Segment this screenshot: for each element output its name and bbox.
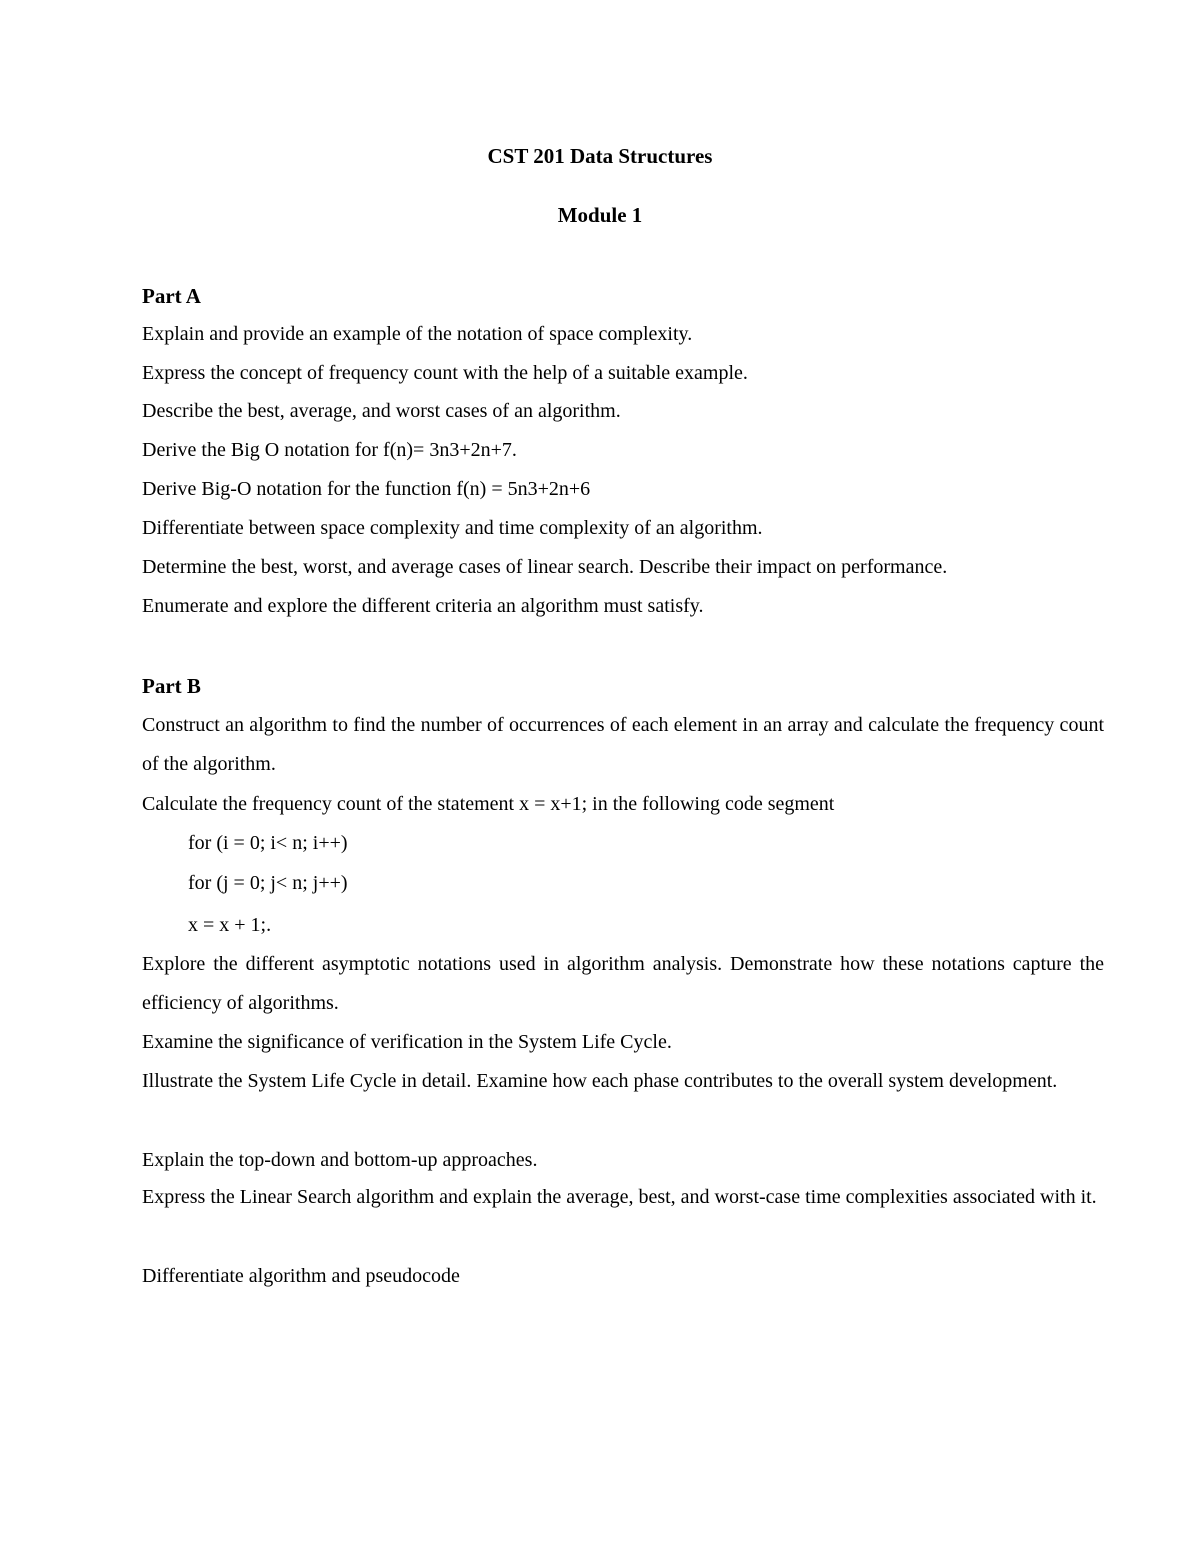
part-b-question-8: Differentiate algorithm and pseudocode: [142, 1265, 460, 1287]
part-b-question-1: Construct an algorithm to find the number of occurrences of each element in an array and calculate the frequency count of the algorithm.: [142, 714, 1104, 775]
part-a-question-3: Describe the best, average, and worst cases of an algorithm.: [142, 400, 621, 422]
part-a-question-8: Enumerate and explore the different criteria an algorithm must satisfy.: [142, 595, 704, 617]
part-b-question-6: Explain the top-down and bottom-up approaches.: [142, 1149, 538, 1171]
code-line-1: for (i = 0; i< n; i++): [188, 832, 348, 854]
part-a-question-4: Derive the Big O notation for f(n)= 3n3+2n+7.: [142, 439, 517, 461]
part-a-question-1: Explain and provide an example of the notation of space complexity.: [142, 323, 693, 345]
part-a-question-6: Differentiate between space complexity and time complexity of an algorithm.: [142, 517, 763, 539]
part-b-question-4: Examine the significance of verification in the System Life Cycle.: [142, 1031, 672, 1053]
document-title: CST 201 Data Structures: [487, 144, 713, 168]
code-line-2: for (j = 0; j< n; j++): [188, 872, 348, 894]
part-a-question-2: Express the concept of frequency count with the help of a suitable example.: [142, 362, 748, 384]
part-a-question-5: Derive Big-O notation for the function f(n) = 5n3+2n+6: [142, 478, 591, 500]
part-a-question-7: Determine the best, worst, and average cases of linear search. Describe their impact on performance.: [142, 556, 948, 578]
part-b-question-3: Explore the different asymptotic notations used in algorithm analysis. Demonstrate how these notations capture the efficiency of algorithms.: [142, 953, 1104, 1014]
part-b-heading: Part B: [142, 674, 201, 698]
part-a-heading: Part A: [142, 284, 201, 308]
part-b-question-5: Illustrate the System Life Cycle in detail. Examine how each phase contributes to the overall system development.: [142, 1070, 1058, 1092]
part-b-question-7: Express the Linear Search algorithm and explain the average, best, and worst-case time complexities associated with it.: [142, 1186, 1097, 1208]
module-heading: Module 1: [557, 203, 643, 227]
code-line-3: x = x + 1;.: [188, 914, 272, 936]
part-b-question-2: Calculate the frequency count of the statement x = x+1; in the following code segment: [142, 793, 835, 815]
